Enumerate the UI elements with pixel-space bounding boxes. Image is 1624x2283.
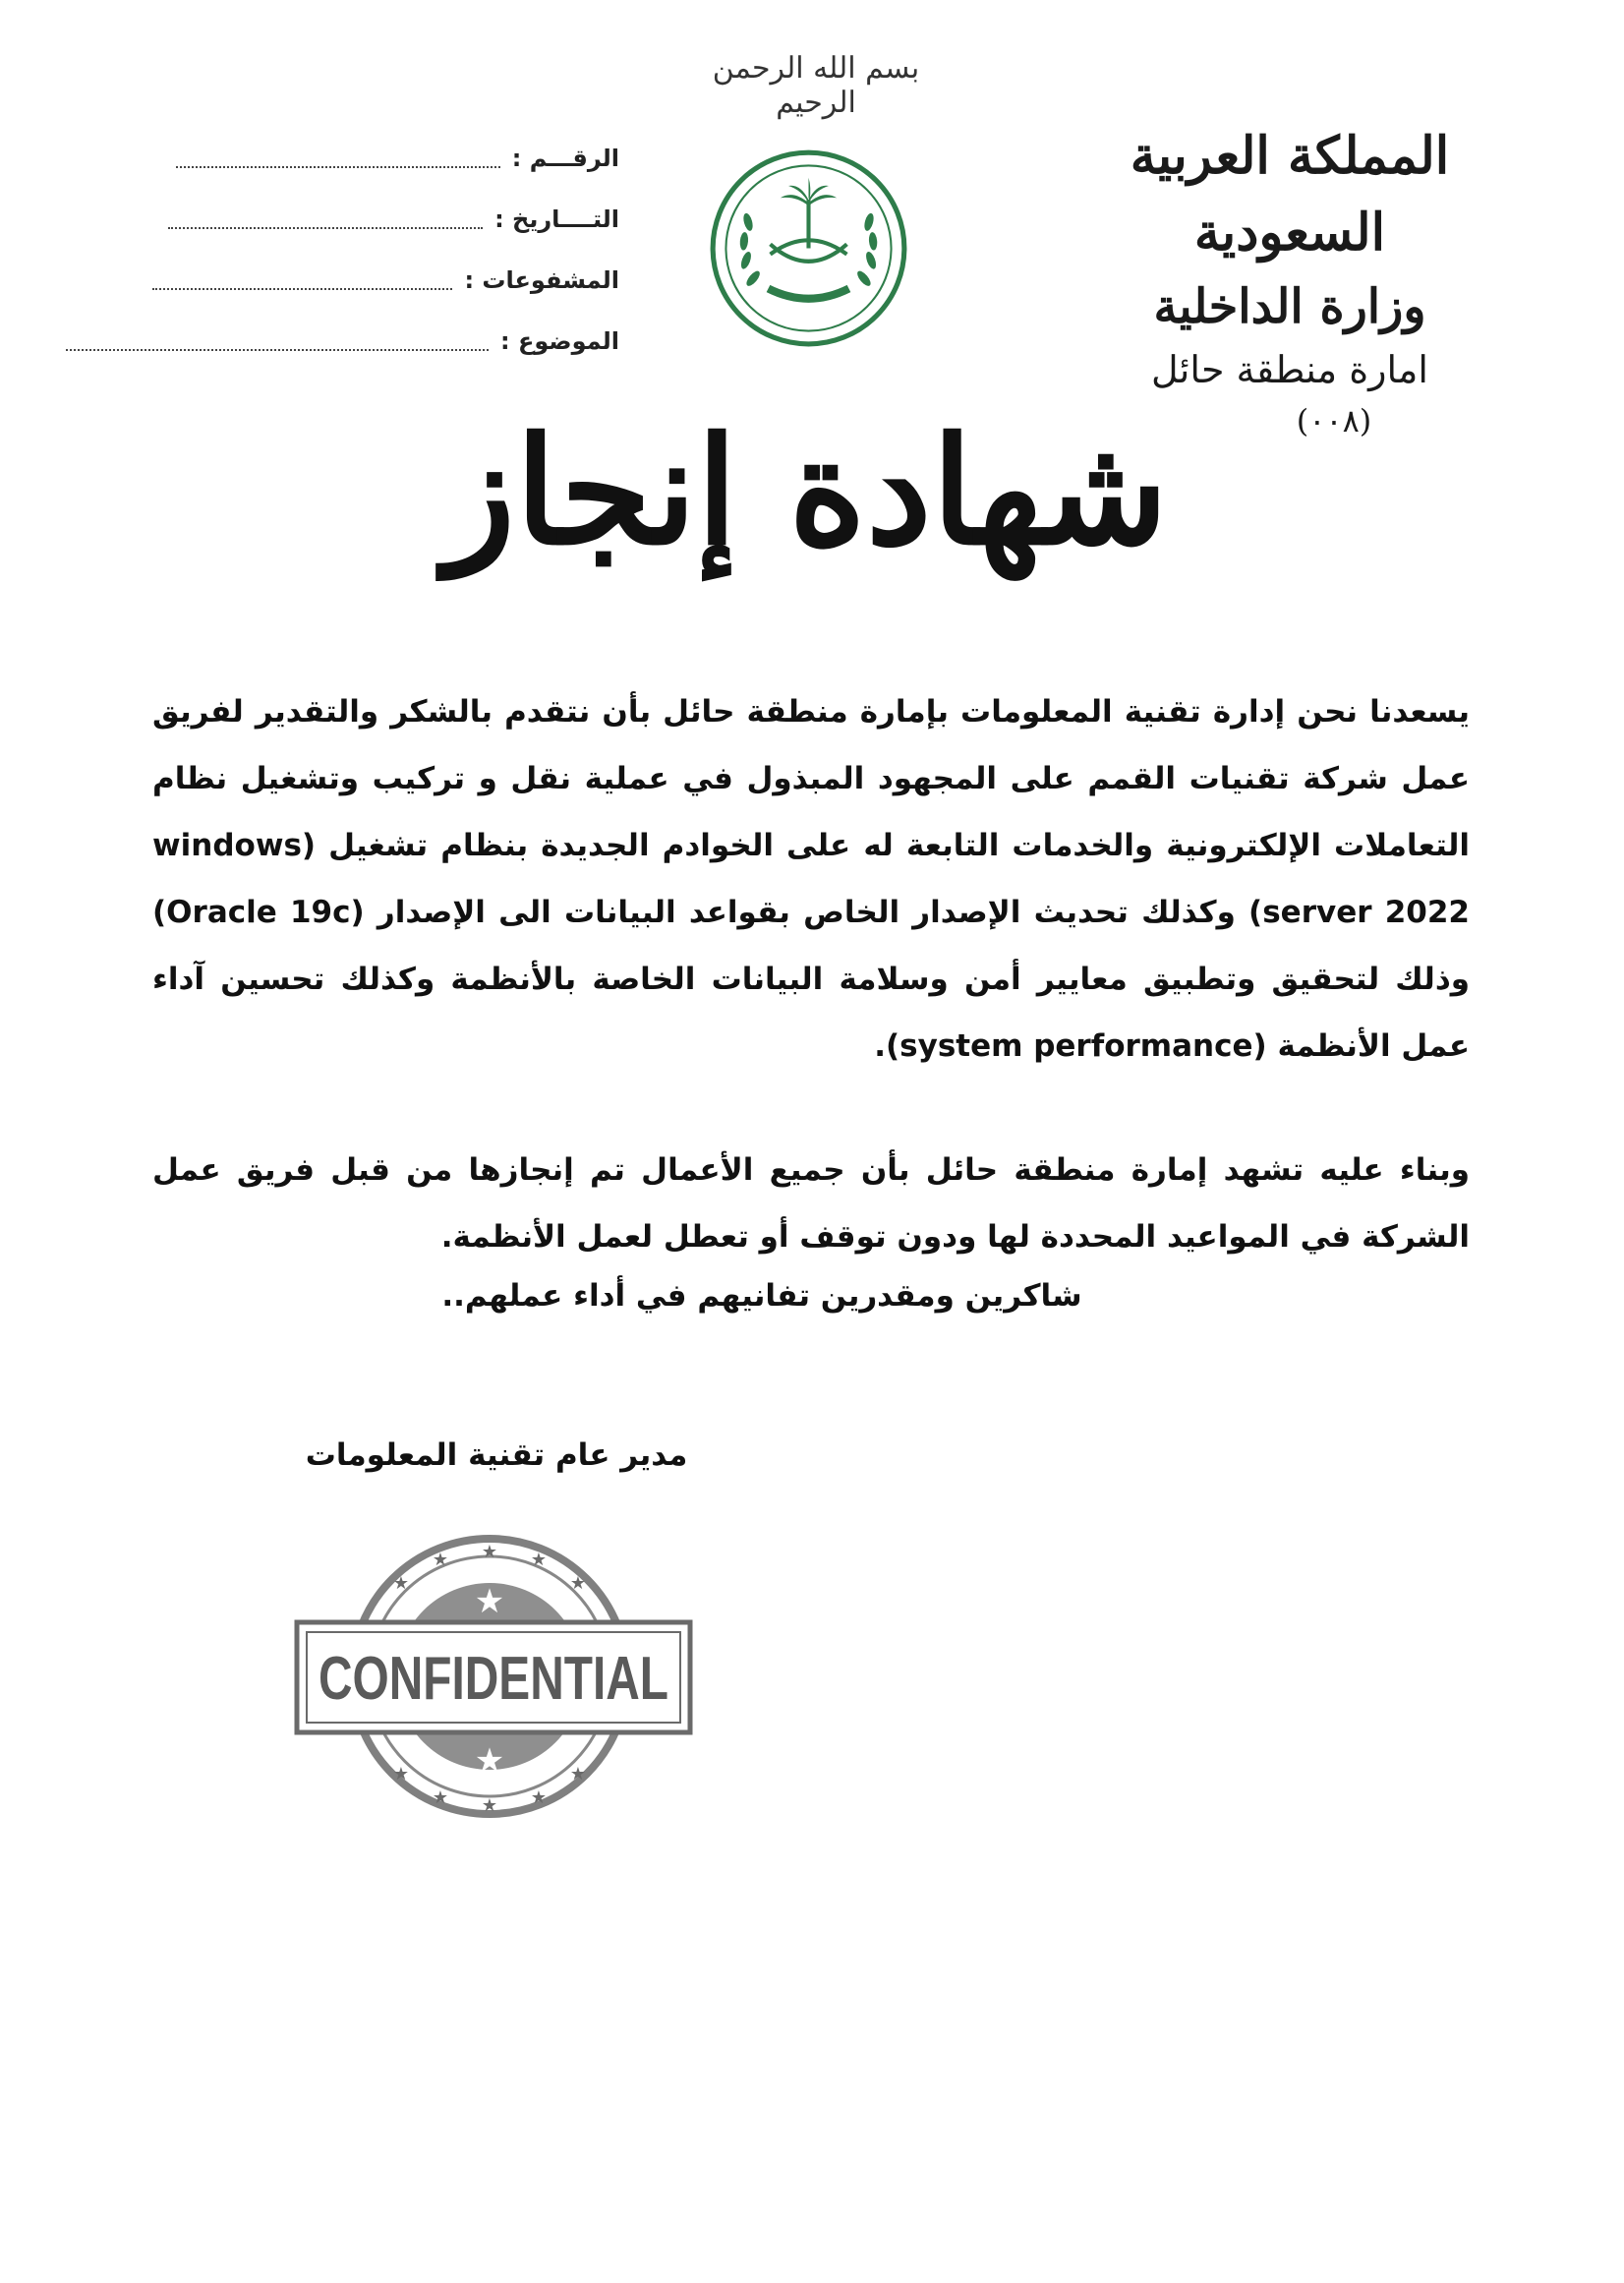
svg-text:★: ★ bbox=[530, 1787, 548, 1808]
letterhead-kingdom: المملكة العربية السعودية bbox=[1130, 126, 1450, 263]
svg-text:★: ★ bbox=[481, 1542, 498, 1562]
certificate-body bbox=[152, 678, 1470, 1270]
certificate-title: شهادة إنجاز bbox=[443, 405, 1169, 578]
signatory-title: مدير عام تقنية المعلومات bbox=[305, 1437, 688, 1473]
svg-text:★: ★ bbox=[432, 1787, 449, 1808]
field-line bbox=[176, 148, 500, 168]
svg-text:★: ★ bbox=[481, 1795, 498, 1816]
letterhead-code: (٠٠٨) bbox=[1296, 402, 1372, 439]
svg-text:★: ★ bbox=[392, 1764, 410, 1785]
letterhead-ministry: وزارة الداخلية bbox=[1153, 279, 1426, 334]
letterhead-emirate: امارة منطقة حائل bbox=[1151, 348, 1428, 391]
body-paragraph: وبناء عليه تشهد إمارة منطقة حائل بأن جميع الأعمال تم إنجازها من قبل فريق عمل الشركة في المواعيد المحددة لها ودون توقف أو تعطل لعمل الأنظمة. bbox=[152, 1152, 1470, 1255]
field-number bbox=[69, 128, 619, 189]
basmala: بسم الله الرحمن الرحيم bbox=[712, 51, 920, 120]
field-label: التــــاريخ : bbox=[494, 205, 619, 233]
closing-line: شاكرين ومقدرين تفانيهم في أداء عملهم.. bbox=[441, 1278, 1082, 1314]
svg-text:★: ★ bbox=[392, 1573, 410, 1594]
svg-text:★: ★ bbox=[530, 1550, 548, 1570]
svg-text:★: ★ bbox=[474, 1582, 505, 1621]
reference-fields bbox=[69, 128, 619, 372]
field-line bbox=[168, 209, 483, 229]
field-line bbox=[66, 331, 489, 351]
field-label: الرقـــم : bbox=[511, 145, 619, 172]
emblem-icon bbox=[708, 147, 909, 349]
body-paragraph: يسعدنا نحن إدارة تقنية المعلومات بإمارة منطقة حائل بأن نتقدم بالشكر والتقدير لفريق عمل شركة تقنيات القمم على المجهود المبذول في عملية نقل و تركيب وتشغيل نظام التعاملات الإلكترونية والخدمات التابعة له على الخوادم الجديدة بنظام تشغيل (windows server 2022) وكذلك تحديث الإصدار الخاص بقواعد البيانات الى الإصدار (Oracle 19c) وذلك لتحقيق وتطبيق معايير أمن وسلامة البيانات الخاصة بالأنظمة وكذلك تحسين آداء عمل الأنظمة (system performance). bbox=[152, 694, 1470, 1064]
field-subject bbox=[69, 311, 619, 372]
field-date bbox=[69, 189, 619, 250]
field-line bbox=[152, 270, 452, 290]
svg-text:★: ★ bbox=[432, 1550, 449, 1570]
field-attachments bbox=[69, 250, 619, 311]
field-label: الموضوع : bbox=[500, 327, 619, 355]
confidential-stamp bbox=[293, 1514, 694, 1839]
field-label: المشفوعات : bbox=[464, 266, 619, 294]
svg-text:★: ★ bbox=[569, 1573, 587, 1594]
svg-text:CONFIDENTIAL: CONFIDENTIAL bbox=[319, 1645, 668, 1713]
svg-text:★: ★ bbox=[474, 1741, 505, 1781]
svg-text:★: ★ bbox=[569, 1764, 587, 1785]
